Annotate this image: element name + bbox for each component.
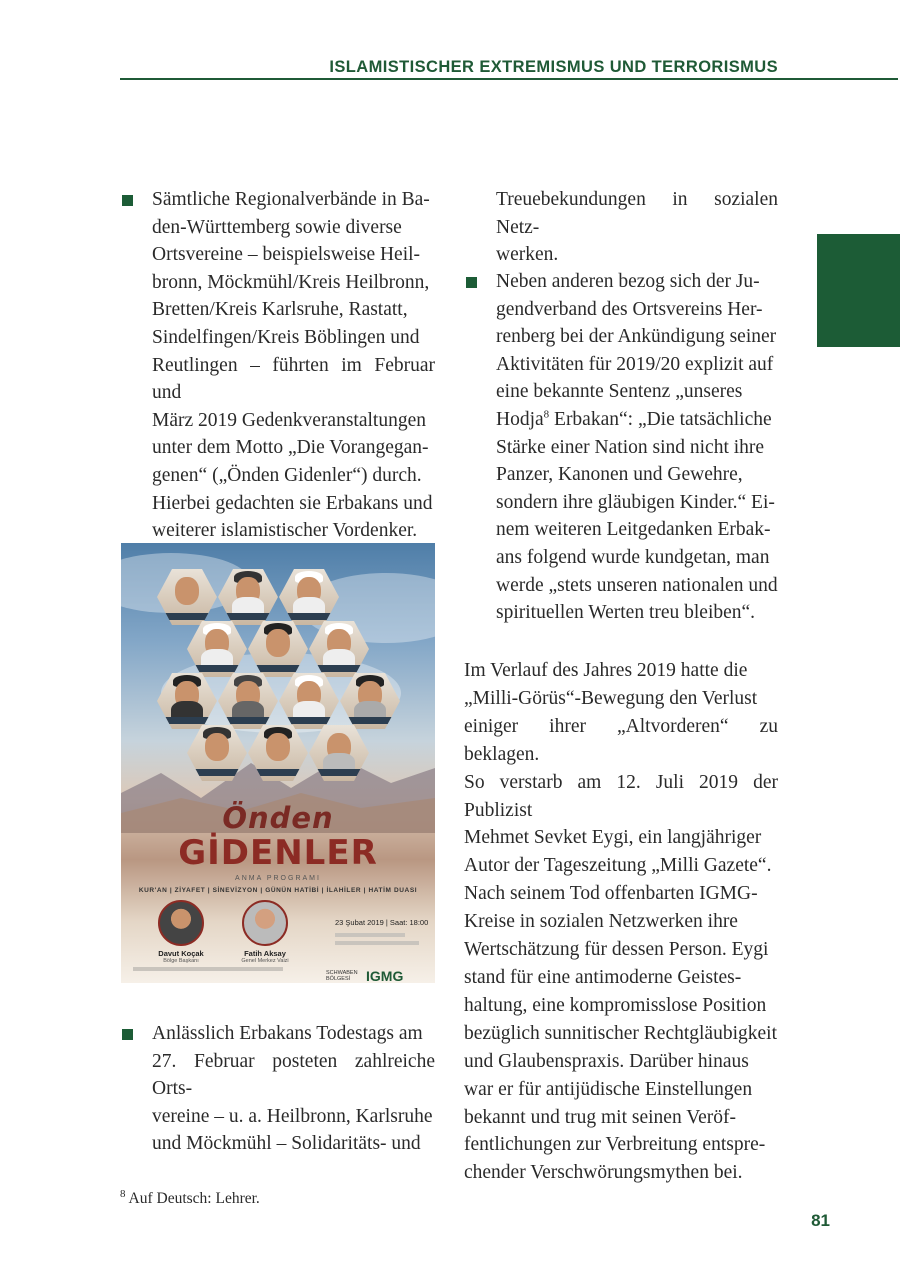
text-line: Kreise in sozialen Netzwerken ihre (464, 911, 738, 933)
text-line: Ortsvereine – beispielsweise Heil- (152, 244, 421, 266)
text-line: chender Verschwörungsmythen bei. (464, 1162, 743, 1184)
speaker-name: Fatih Aksay (244, 949, 286, 958)
text-line: Autor der Tageszeitung „Milli Gazete“. (464, 855, 772, 877)
footnote-reference[interactable]: 8 (543, 408, 550, 421)
blurred-text (133, 967, 283, 971)
text-line: Treuebekundungen in sozialen Netz- (496, 189, 778, 238)
speaker-name: Davut Koçak (158, 949, 204, 958)
text-line: Wertschätzung für dessen Person. Eygi (464, 939, 769, 961)
text-line: 27. Februar posteten zahlreiche Orts- (152, 1050, 435, 1100)
poster-program-list: KUR'AN | ZİYAFET | SİNEVİZYON | GÜNÜN HATİBİ | İLAHİLER | HATİM DUASI (138, 887, 418, 894)
text-line: Nach seinem Tod offenbarten IGMG- (464, 883, 758, 905)
text-line: vereine – u. a. Heilbronn, Karlsruhe (152, 1105, 433, 1127)
text-line: Mehmet Sevket Eygi, ein langjähriger (464, 827, 762, 849)
poster-speaker-1 (141, 900, 221, 964)
text-line: war er für antijüdische Einstellungen (464, 1078, 753, 1100)
page-number: 81 (811, 1211, 830, 1230)
poster-date: 23 Şubat 2019 | Saat: 18:00 (335, 918, 429, 927)
text-line: einiger ihrer „Altvorderen“ zu beklagen. (464, 715, 778, 765)
bullet-square-icon (122, 1029, 133, 1040)
bullet-continuation (496, 186, 778, 269)
header-rule (120, 78, 898, 80)
brand-logo-text: IGMG (366, 967, 404, 983)
bullet-square-icon (466, 277, 477, 288)
poster-speaker-2 (225, 900, 305, 964)
poster-subtitle: ANMA PROGRAMI (235, 875, 321, 882)
speaker-role: Genel Merkez Vaizi (241, 958, 289, 964)
text-line: werken. (496, 244, 559, 266)
blurred-text (335, 941, 419, 945)
bullet-text (152, 1020, 435, 1158)
text-line: Reutlingen – führten im Februar und (152, 354, 435, 404)
igmg-logo (326, 967, 403, 983)
text-line: Hierbei gedachten sie Erbakans und (152, 492, 433, 514)
text-line: Sindelfingen/Kreis Böblingen und (152, 326, 420, 348)
text-line: bezüglich sunnitischer Rechtgläubigkeit (464, 1022, 777, 1044)
bullet-square-icon (122, 195, 133, 206)
poster-title-line2: GİDENLER (178, 833, 378, 873)
speaker-photo (242, 900, 288, 946)
text-line: genen“ („Önden Gidenler“) durch. (152, 464, 422, 486)
text-line: fentlichungen zur Verbreitung entspre- (464, 1134, 766, 1156)
footnote: $^8$ Auf Deutsch: Lehrer. (120, 1187, 260, 1207)
text-line: haltung, eine kompromisslose Position (464, 994, 767, 1016)
speaker-role: Bölge Başkanı (163, 958, 199, 964)
text-line: bekannt und trug mit seinen Veröf- (464, 1106, 737, 1128)
blurred-text (335, 933, 405, 937)
text-line: „Milli-Görüs“-Bewegung den Verlust (464, 687, 758, 709)
text-line: unter dem Motto „Die Vorangegan- (152, 437, 429, 459)
text-line: weiterer islamistischer Vordenker. (152, 520, 418, 542)
text-line: und Möckmühl – Solidaritäts- und (152, 1133, 421, 1155)
bullet-text (152, 186, 435, 545)
region-label: SCHWABEN BÖLGESİ (326, 969, 358, 982)
speaker-photo (158, 900, 204, 946)
text-line: Sämtliche Regionalverbände in Ba- (152, 189, 430, 210)
bullet-text: Neben anderen bezog sich der Ju- gendverband des Ortsvereins Her- renberg bei der Ankündigung seiner Aktivitäten für 2019/20 explizit auf eine bekannte Sentenz „unseres Hodja$^8$ Erbakan“: „Die tatsächliche Stärke einer Nation sind nicht ihre Panzer, Kanonen und Gewehre, sondern ihre gläubigen Kinder.“ Ei- nem weiteren Leitgedanken Erbak- ans folgend wurde kundgetan, man werde „stets unseren nationalen und spirituellen Werten treu bleiben“. (496, 271, 778, 624)
text-line: Bretten/Kreis Karlsruhe, Rastatt, (152, 299, 408, 321)
text-line: März 2019 Gedenkveranstaltungen (152, 409, 426, 431)
body-paragraph-eygi (464, 657, 778, 1187)
chapter-tab-marker (817, 234, 900, 347)
text-line: und Glaubenspraxis. Darüber hinaus (464, 1050, 749, 1072)
text-line: Anlässlich Erbakans Todestags am (152, 1023, 423, 1044)
text-line: den-Württemberg sowie diverse (152, 216, 402, 238)
onden-gidenler-poster-image (121, 543, 435, 983)
text-line: bronn, Möckmühl/Kreis Heilbronn, (152, 271, 430, 293)
text-line: Im Verlauf des Jahres 2019 hatte die (464, 660, 748, 681)
text-line: stand für eine antimoderne Geistes- (464, 966, 742, 988)
text-line: So verstarb am 12. Juli 2019 der Publizist (464, 771, 778, 821)
running-header: ISLAMISTISCHER EXTREMISMUS UND TERRORISMUS (329, 58, 778, 76)
poster-title-line1: Önden (222, 801, 334, 835)
